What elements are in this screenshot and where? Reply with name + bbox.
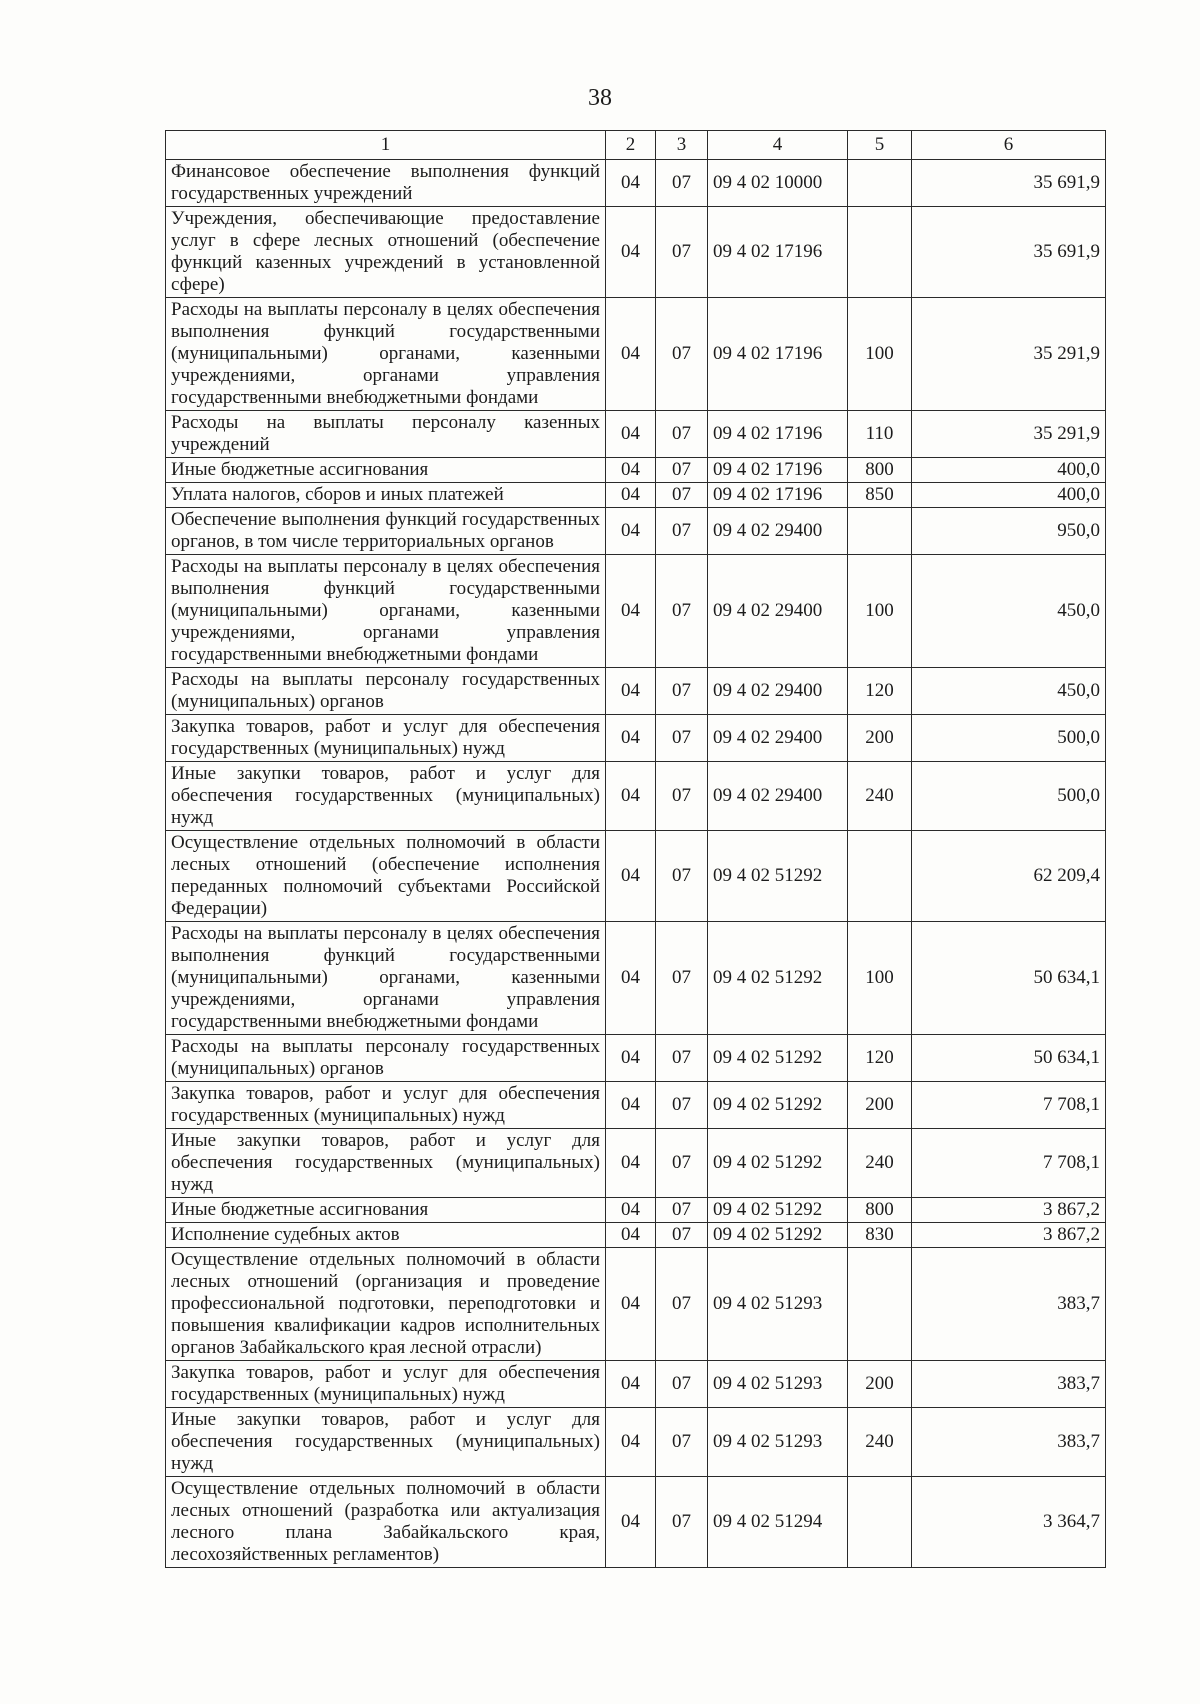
row-subsection-cell: 07 bbox=[656, 1248, 708, 1361]
row-subsection-cell: 07 bbox=[656, 458, 708, 483]
row-subsection-cell: 07 bbox=[656, 715, 708, 762]
row-section-cell: 04 bbox=[606, 160, 656, 207]
row-name-cell: Уплата налогов, сборов и иных платежей bbox=[166, 483, 606, 508]
row-target-article-cell: 09 4 02 17196 bbox=[708, 207, 848, 298]
row-expense-type-cell: 200 bbox=[848, 1082, 912, 1129]
header-cell-amount: 6 bbox=[912, 131, 1106, 160]
table-row bbox=[166, 1248, 1106, 1361]
table-header bbox=[166, 131, 1106, 160]
row-section-cell: 04 bbox=[606, 1082, 656, 1129]
table-row bbox=[166, 160, 1106, 207]
row-subsection-cell: 07 bbox=[656, 298, 708, 411]
row-name-cell: Обеспечение выполнения функций государственных органов, в том числе территориальных органов bbox=[166, 508, 606, 555]
row-target-article-cell: 09 4 02 51292 bbox=[708, 922, 848, 1035]
row-expense-type-cell: 100 bbox=[848, 298, 912, 411]
row-subsection-cell: 07 bbox=[656, 160, 708, 207]
row-name-cell: Учреждения, обеспечивающие предоставление услуг в сфере лесных отношений (обеспечение функций казенных учреждений в установленной сфере) bbox=[166, 207, 606, 298]
row-target-article-cell: 09 4 02 51294 bbox=[708, 1477, 848, 1568]
table-row bbox=[166, 668, 1106, 715]
row-section-cell: 04 bbox=[606, 483, 656, 508]
table-row bbox=[166, 1082, 1106, 1129]
row-section-cell: 04 bbox=[606, 1198, 656, 1223]
row-name-cell: Иные бюджетные ассигнования bbox=[166, 1198, 606, 1223]
row-section-cell: 04 bbox=[606, 1477, 656, 1568]
row-expense-type-cell: 240 bbox=[848, 762, 912, 831]
row-amount-cell: 400,0 bbox=[912, 483, 1106, 508]
table-body bbox=[166, 160, 1106, 1568]
row-target-article-cell: 09 4 02 29400 bbox=[708, 555, 848, 668]
row-section-cell: 04 bbox=[606, 411, 656, 458]
table-row bbox=[166, 1408, 1106, 1477]
row-subsection-cell: 07 bbox=[656, 762, 708, 831]
header-row bbox=[166, 131, 1106, 160]
row-target-article-cell: 09 4 02 17196 bbox=[708, 298, 848, 411]
table-row bbox=[166, 1198, 1106, 1223]
row-amount-cell: 35 291,9 bbox=[912, 411, 1106, 458]
row-target-article-cell: 09 4 02 51292 bbox=[708, 1129, 848, 1198]
row-name-cell: Закупка товаров, работ и услуг для обеспечения государственных (муниципальных) нужд bbox=[166, 715, 606, 762]
row-target-article-cell: 09 4 02 17196 bbox=[708, 411, 848, 458]
row-amount-cell: 950,0 bbox=[912, 508, 1106, 555]
table-row bbox=[166, 1223, 1106, 1248]
table-row bbox=[166, 458, 1106, 483]
row-amount-cell: 400,0 bbox=[912, 458, 1106, 483]
header-cell-section: 2 bbox=[606, 131, 656, 160]
table-row bbox=[166, 483, 1106, 508]
page-number: 38 bbox=[588, 85, 612, 111]
table-row bbox=[166, 555, 1106, 668]
row-target-article-cell: 09 4 02 29400 bbox=[708, 668, 848, 715]
row-subsection-cell: 07 bbox=[656, 1129, 708, 1198]
row-section-cell: 04 bbox=[606, 922, 656, 1035]
row-expense-type-cell: 830 bbox=[848, 1223, 912, 1248]
row-name-cell: Расходы на выплаты персоналу государственных (муниципальных) органов bbox=[166, 1035, 606, 1082]
row-name-cell: Осуществление отдельных полномочий в области лесных отношений (обеспечение исполнения переданных полномочий субъектами Российской Федерации) bbox=[166, 831, 606, 922]
row-name-cell: Расходы на выплаты персоналу в целях обеспечения выполнения функций государственными (муниципальными) органами, казенными учреждениями, органами управления государственными внебюджетными фондами bbox=[166, 298, 606, 411]
row-section-cell: 04 bbox=[606, 831, 656, 922]
row-subsection-cell: 07 bbox=[656, 555, 708, 668]
table-row bbox=[166, 207, 1106, 298]
table-row bbox=[166, 1361, 1106, 1408]
header-cell-target-article: 4 bbox=[708, 131, 848, 160]
row-target-article-cell: 09 4 02 51293 bbox=[708, 1248, 848, 1361]
table-row bbox=[166, 762, 1106, 831]
row-section-cell: 04 bbox=[606, 1248, 656, 1361]
row-section-cell: 04 bbox=[606, 1361, 656, 1408]
table-row bbox=[166, 508, 1106, 555]
row-name-cell: Иные бюджетные ассигнования bbox=[166, 458, 606, 483]
row-amount-cell: 35 691,9 bbox=[912, 160, 1106, 207]
row-expense-type-cell: 850 bbox=[848, 483, 912, 508]
row-name-cell: Иные закупки товаров, работ и услуг для обеспечения государственных (муниципальных) нужд bbox=[166, 1129, 606, 1198]
row-amount-cell: 383,7 bbox=[912, 1248, 1106, 1361]
row-subsection-cell: 07 bbox=[656, 1198, 708, 1223]
row-expense-type-cell bbox=[848, 160, 912, 207]
row-expense-type-cell bbox=[848, 1477, 912, 1568]
row-expense-type-cell: 800 bbox=[848, 1198, 912, 1223]
row-amount-cell: 500,0 bbox=[912, 715, 1106, 762]
row-section-cell: 04 bbox=[606, 1035, 656, 1082]
row-amount-cell: 3 364,7 bbox=[912, 1477, 1106, 1568]
row-expense-type-cell bbox=[848, 1248, 912, 1361]
row-subsection-cell: 07 bbox=[656, 1082, 708, 1129]
row-section-cell: 04 bbox=[606, 298, 656, 411]
row-section-cell: 04 bbox=[606, 508, 656, 555]
row-section-cell: 04 bbox=[606, 1129, 656, 1198]
row-name-cell: Исполнение судебных актов bbox=[166, 1223, 606, 1248]
row-amount-cell: 383,7 bbox=[912, 1408, 1106, 1477]
row-section-cell: 04 bbox=[606, 555, 656, 668]
row-amount-cell: 35 691,9 bbox=[912, 207, 1106, 298]
row-amount-cell: 7 708,1 bbox=[912, 1129, 1106, 1198]
row-subsection-cell: 07 bbox=[656, 1477, 708, 1568]
header-cell-name: 1 bbox=[166, 131, 606, 160]
table-row bbox=[166, 411, 1106, 458]
row-amount-cell: 500,0 bbox=[912, 762, 1106, 831]
table-row bbox=[166, 298, 1106, 411]
row-name-cell: Расходы на выплаты персоналу казенных учреждений bbox=[166, 411, 606, 458]
row-expense-type-cell: 200 bbox=[848, 715, 912, 762]
row-target-article-cell: 09 4 02 51292 bbox=[708, 1035, 848, 1082]
row-amount-cell: 450,0 bbox=[912, 555, 1106, 668]
row-subsection-cell: 07 bbox=[656, 1361, 708, 1408]
row-subsection-cell: 07 bbox=[656, 922, 708, 1035]
row-expense-type-cell: 800 bbox=[848, 458, 912, 483]
row-amount-cell: 383,7 bbox=[912, 1361, 1106, 1408]
row-target-article-cell: 09 4 02 17196 bbox=[708, 458, 848, 483]
row-expense-type-cell: 100 bbox=[848, 555, 912, 668]
row-expense-type-cell: 100 bbox=[848, 922, 912, 1035]
row-name-cell: Закупка товаров, работ и услуг для обеспечения государственных (муниципальных) нужд bbox=[166, 1082, 606, 1129]
row-name-cell: Иные закупки товаров, работ и услуг для обеспечения государственных (муниципальных) нужд bbox=[166, 762, 606, 831]
row-expense-type-cell: 120 bbox=[848, 668, 912, 715]
table-row bbox=[166, 1129, 1106, 1198]
row-expense-type-cell: 240 bbox=[848, 1129, 912, 1198]
header-cell-subsection: 3 bbox=[656, 131, 708, 160]
row-subsection-cell: 07 bbox=[656, 1035, 708, 1082]
row-name-cell: Закупка товаров, работ и услуг для обеспечения государственных (муниципальных) нужд bbox=[166, 1361, 606, 1408]
row-amount-cell: 7 708,1 bbox=[912, 1082, 1106, 1129]
row-subsection-cell: 07 bbox=[656, 1408, 708, 1477]
row-section-cell: 04 bbox=[606, 715, 656, 762]
row-name-cell: Расходы на выплаты персоналу в целях обеспечения выполнения функций государственными (муниципальными) органами, казенными учреждениями, органами управления государственными внебюджетными фондами bbox=[166, 555, 606, 668]
budget-table bbox=[165, 130, 1106, 1568]
row-target-article-cell: 09 4 02 51293 bbox=[708, 1361, 848, 1408]
row-target-article-cell: 09 4 02 51292 bbox=[708, 1223, 848, 1248]
table-row bbox=[166, 1035, 1106, 1082]
row-expense-type-cell bbox=[848, 831, 912, 922]
row-name-cell: Расходы на выплаты персоналу в целях обеспечения выполнения функций государственными (муниципальными) органами, казенными учреждениями, органами управления государственными внебюджетными фондами bbox=[166, 922, 606, 1035]
row-amount-cell: 450,0 bbox=[912, 668, 1106, 715]
row-amount-cell: 50 634,1 bbox=[912, 1035, 1106, 1082]
row-name-cell: Финансовое обеспечение выполнения функций государственных учреждений bbox=[166, 160, 606, 207]
row-expense-type-cell bbox=[848, 207, 912, 298]
row-subsection-cell: 07 bbox=[656, 668, 708, 715]
row-section-cell: 04 bbox=[606, 207, 656, 298]
table-row bbox=[166, 1477, 1106, 1568]
row-amount-cell: 50 634,1 bbox=[912, 922, 1106, 1035]
row-target-article-cell: 09 4 02 51293 bbox=[708, 1408, 848, 1477]
row-amount-cell: 3 867,2 bbox=[912, 1198, 1106, 1223]
row-subsection-cell: 07 bbox=[656, 508, 708, 555]
row-section-cell: 04 bbox=[606, 1408, 656, 1477]
row-amount-cell: 62 209,4 bbox=[912, 831, 1106, 922]
row-target-article-cell: 09 4 02 51292 bbox=[708, 1082, 848, 1129]
table-row bbox=[166, 831, 1106, 922]
row-subsection-cell: 07 bbox=[656, 831, 708, 922]
row-expense-type-cell: 200 bbox=[848, 1361, 912, 1408]
row-expense-type-cell bbox=[848, 508, 912, 555]
row-name-cell: Осуществление отдельных полномочий в области лесных отношений (организация и проведение профессиональной подготовки, переподготовки и повышения квалификации кадров исполнительных органов Забайкальского края лесной отрасли) bbox=[166, 1248, 606, 1361]
row-section-cell: 04 bbox=[606, 1223, 656, 1248]
row-target-article-cell: 09 4 02 17196 bbox=[708, 483, 848, 508]
row-amount-cell: 3 867,2 bbox=[912, 1223, 1106, 1248]
row-target-article-cell: 09 4 02 10000 bbox=[708, 160, 848, 207]
row-subsection-cell: 07 bbox=[656, 411, 708, 458]
table-row bbox=[166, 922, 1106, 1035]
row-target-article-cell: 09 4 02 29400 bbox=[708, 508, 848, 555]
row-target-article-cell: 09 4 02 29400 bbox=[708, 762, 848, 831]
table-row bbox=[166, 715, 1106, 762]
header-cell-expense-type: 5 bbox=[848, 131, 912, 160]
row-name-cell: Осуществление отдельных полномочий в области лесных отношений (разработка или актуализация лесного плана Забайкальского края, лесохозяйственных регламентов) bbox=[166, 1477, 606, 1568]
row-section-cell: 04 bbox=[606, 762, 656, 831]
row-name-cell: Расходы на выплаты персоналу государственных (муниципальных) органов bbox=[166, 668, 606, 715]
row-subsection-cell: 07 bbox=[656, 483, 708, 508]
row-section-cell: 04 bbox=[606, 668, 656, 715]
row-subsection-cell: 07 bbox=[656, 207, 708, 298]
row-name-cell: Иные закупки товаров, работ и услуг для обеспечения государственных (муниципальных) нужд bbox=[166, 1408, 606, 1477]
row-target-article-cell: 09 4 02 51292 bbox=[708, 1198, 848, 1223]
row-subsection-cell: 07 bbox=[656, 1223, 708, 1248]
row-target-article-cell: 09 4 02 29400 bbox=[708, 715, 848, 762]
row-expense-type-cell: 240 bbox=[848, 1408, 912, 1477]
row-target-article-cell: 09 4 02 51292 bbox=[708, 831, 848, 922]
row-expense-type-cell: 120 bbox=[848, 1035, 912, 1082]
row-expense-type-cell: 110 bbox=[848, 411, 912, 458]
row-amount-cell: 35 291,9 bbox=[912, 298, 1106, 411]
row-section-cell: 04 bbox=[606, 458, 656, 483]
